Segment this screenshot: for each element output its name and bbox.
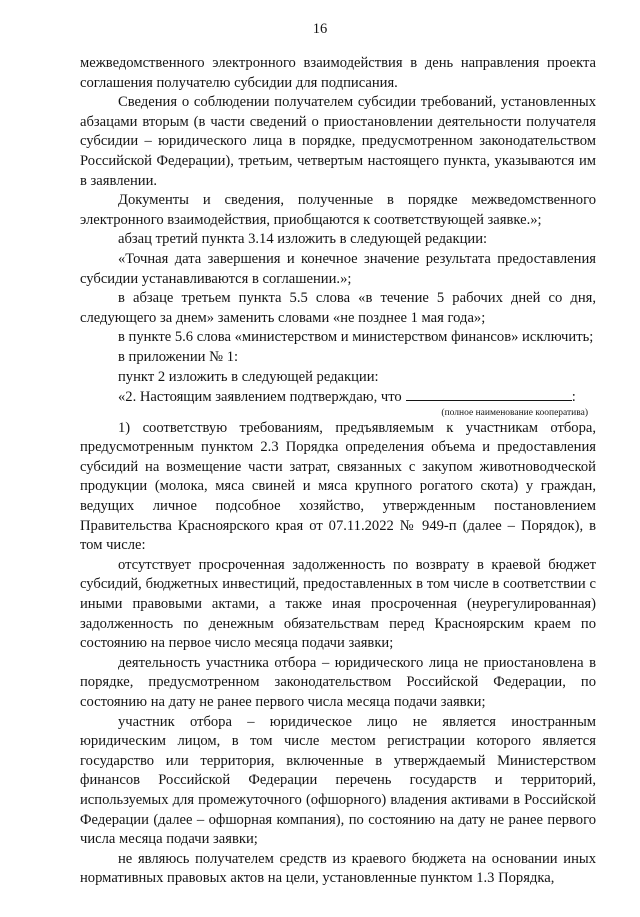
paragraph-10: «2. Настоящим заявлением подтверждаю, что :	[118, 389, 576, 406]
paragraph-4: абзац третий пункта 3.14 изложить в следующей редакции:	[118, 231, 488, 248]
paragraph-15: не являюсь получателем средств из краевого бюджета на основании иных нормативных правовых актов на цели, установленные пунктом 1.3 Порядка,	[80, 850, 596, 887]
paragraph-6: в абзаце третьем пункта 5.5 слова «в течение 5 рабочих дней со дня, следующего за днем» заменить словами «не позднее 1 мая года»;	[80, 290, 596, 326]
paragraph-11: 1) соответствую требованиям, предъявляемым к участникам отбора, предусмотренным пунктом 2.3 Порядка определения объема и предоставления субсидий на возмещение части затрат, связанных с закупом животноводческой продукции (молока, мяса свиней и мяса крупного рогатого скота) у граждан, ведущих личное подсобное хозяйство, утвержденным постановлением Правительства Красноярского края от 07.11.2022 № 949-п (далее – Порядок), в том числе:	[80, 419, 596, 554]
paragraph-2: Сведения о соблюдении получателем субсидии требований, установленных абзацами вторым (в части сведений о приостановлении деятельности получателя субсидии – юридического лица в порядке, предусмотренном законодательством Российской Федерации), третьим, четвертым настоящего пункта, указываются им в заявлении.	[80, 94, 596, 189]
page-number: 16	[312, 21, 328, 37]
paragraph-9: пункт 2 изложить в следующей редакции:	[118, 368, 379, 385]
paragraph-7: в пункте 5.6 слова «министерством и министерством финансов» исключить;	[118, 329, 594, 346]
paragraph-13: деятельность участника отбора – юридического лица не приостановлена в порядке, предусмотренном законодательством Российской Федерации, по состоянию на дату не ранее первого числа месяца подачи заявки;	[80, 654, 596, 710]
paragraph-3: Документы и сведения, полученные в порядке межведомственного электронного взаимодействия, приобщаются к соответствующей заявке.»;	[80, 192, 596, 228]
statement-text: «2. Настоящим заявлением подтверждаю, что	[118, 389, 402, 406]
document-body	[80, 54, 596, 889]
paragraph-8: в приложении № 1:	[118, 348, 239, 365]
paragraph-1: межведомственного электронного взаимодействия в день направления проекта соглашения получателю субсидии для подписания.	[80, 55, 596, 91]
cooperative-name-blank	[406, 387, 572, 401]
paragraph-14: участник отбора – юридическое лицо не является иностранным юридическим лицом, в том числе местом регистрации которого является государство или территория, включенные в утверждаемый Министерством финансов Российской Федерации перечень государств и территорий, используемых для промежуточного (офшорного) владения активами в Российской Федерации (далее – офшорная компания), по состоянию на дату не ранее первого числа месяца подачи заявки;	[80, 713, 596, 848]
blank-caption: (полное наименование кооператива)	[441, 407, 588, 418]
paragraph-12: отсутствует просроченная задолженность по возврату в краевой бюджет субсидий, бюджетных инвестиций, предоставленных в том числе в соответствии с иными правовыми актами, а также иная просроченная (неурегулированная) задолженность по денежным обязательствам перед Красноярским краем по состоянию на первое число месяца подачи заявки;	[80, 556, 596, 652]
paragraph-5: «Точная дата завершения и конечное значение результата предоставления субсидии устанавливаются в соглашении.»;	[80, 250, 596, 287]
